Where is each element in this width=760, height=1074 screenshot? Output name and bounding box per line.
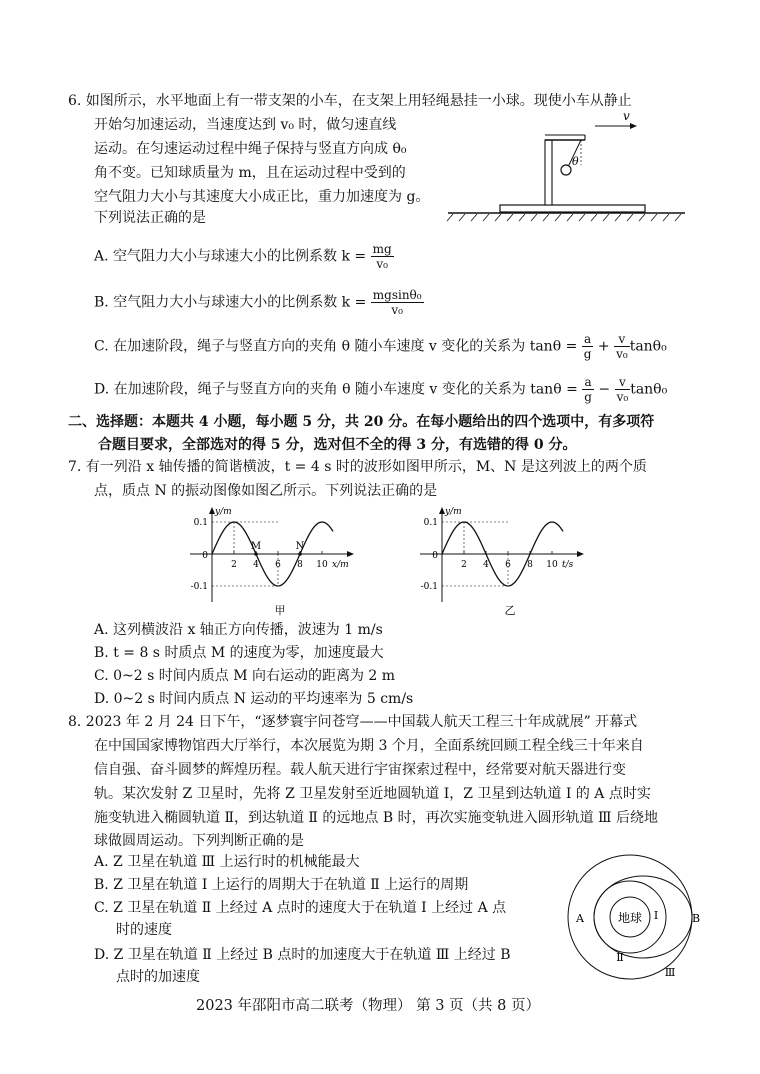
- q7-option-a: A. 这列横波沿 x 轴正方向传播，波速为 1 m/s: [94, 622, 383, 638]
- q8-option-c-line-1: C. Z 卫星在轨道 Ⅱ 上经过 A 点时的速度大于在轨道 Ⅰ 上经过 A 点: [94, 900, 507, 916]
- q6-line-1: 6. 如图所示，水平地面上有一带支架的小车，在支架上用轻绳悬挂一小球。现使小车从静止: [68, 93, 632, 109]
- jia-x-axis-arrow: [347, 551, 354, 557]
- point-a-label: A: [576, 912, 584, 925]
- q8-line-4: 轨。某次发射 Z 卫星时，先将 Z 卫星发射至近地圆轨道 Ⅰ，Z 卫星到达轨道 Ⅰ 的 A 点时实: [94, 786, 651, 802]
- q7-line-2: 点，质点 N 的振动图像如图乙所示。下列说法正确的是: [94, 483, 438, 499]
- yi-x-tick-label: 2: [461, 560, 467, 570]
- yi-x-tick-label: 10: [546, 560, 558, 570]
- frac-num: v: [615, 375, 631, 390]
- q8-option-c-line-2: 时的速度: [116, 922, 172, 938]
- q6-option-d-text: D. 在加速阶段，绳子与竖直方向的夹角 θ 随小车速度 v 变化的关系为 tanθ =: [94, 381, 578, 398]
- orbit-iii-label: Ⅲ: [664, 966, 676, 979]
- jia-y-tick-label: 0: [202, 551, 208, 561]
- jia-x-tick-label: 2: [231, 560, 237, 570]
- frac-den: v₀: [616, 390, 629, 404]
- q6-option-b: [94, 288, 424, 317]
- q8-option-d-line-1: D. Z 卫星在轨道 Ⅱ 上经过 B 点时的加速度大于在轨道 Ⅲ 上经过 B: [94, 947, 511, 963]
- q6-option-a: [94, 242, 394, 271]
- section-2-heading-line-1: 二、选择题：本题共 4 小题，每小题 5 分，共 20 分。在每小题给出的四个选项中，有多项符: [68, 414, 655, 430]
- q6-line-6: 下列说法正确的是: [94, 210, 206, 226]
- q8-line-5: 施变轨进入椭圆轨道 Ⅱ，到达轨道 Ⅱ 的远地点 B 时，再次实施变轨进入圆形轨道 Ⅲ 后绕地: [94, 810, 658, 826]
- q7-option-d: D. 0~2 s 时间内质点 N 运动的平均速率为 5 cm/s: [94, 691, 414, 707]
- wave-chart-jia: [190, 502, 380, 617]
- page-footer: 2023 年邵阳市高二联考（物理） 第 3 页（共 8 页）: [196, 998, 541, 1014]
- q6-option-c-text: C. 在加速阶段，绳子与竖直方向的夹角 θ 随小车速度 v 变化的关系为 tanθ =: [94, 338, 578, 355]
- q8-option-d-line-2: 点时的加速度: [116, 969, 200, 985]
- frac-num: a: [582, 332, 594, 347]
- jia-y-tick-label: 0.1: [193, 518, 208, 528]
- q6-cart-figure: [445, 110, 690, 225]
- q6-option-a-fraction: [371, 242, 394, 271]
- tail: tanθ₀: [630, 381, 668, 398]
- q8-option-a: A. Z 卫星在轨道 Ⅲ 上运行时的机械能最大: [94, 854, 360, 870]
- jia-point-label-N: N: [295, 541, 305, 552]
- q8-line-1: 8. 2023 年 2 月 24 日下午，“逐梦寰宇问苍穹——中国载人航天工程三十年成就展” 开幕式: [68, 714, 638, 730]
- orbit-ii-label: Ⅱ: [616, 951, 624, 964]
- jia-y-tick-label: -0.1: [190, 582, 208, 592]
- q8-line-3: 信自强、奋斗圆梦的辉煌历程。载人航天进行宇宙探索过程中，经常要对航天器进行变: [94, 762, 626, 778]
- frac-den: g: [583, 347, 592, 361]
- operator: −: [598, 381, 611, 398]
- jia-x-tick-label: 4: [253, 560, 259, 570]
- section-2-heading-line-2: 合题目要求，全部选对的得 5 分，选对但不全的得 3 分，有选错的得 0 分。: [98, 437, 577, 453]
- q6-option-b-fraction: [371, 288, 424, 317]
- q6-theta-label: θ: [572, 155, 579, 168]
- frac-num: mgsinθ₀: [372, 288, 422, 302]
- operator: +: [597, 338, 610, 355]
- frac-den: v₀: [376, 257, 388, 271]
- q6-line-2: 开始匀加速运动，当速度达到 v₀ 时，做匀速直线: [94, 117, 397, 133]
- q7-line-1: 7. 有一列沿 x 轴传播的简谐横波，t = 4 s 时的波形如图甲所示，M、N 是这列波上的两个质: [68, 459, 647, 475]
- jia-x-tick-label: 8: [297, 560, 303, 570]
- q7-option-b: B. t = 8 s 时质点 M 的速度为零，加速度最大: [94, 645, 384, 661]
- frac-num: mg: [372, 242, 392, 256]
- yi-y-tick-label: -0.1: [420, 582, 438, 592]
- q8-option-b: B. Z 卫星在轨道 Ⅰ 上运行的周期大于在轨道 Ⅱ 上运行的周期: [94, 877, 469, 893]
- jia-y-label: y/m: [215, 507, 232, 517]
- q6-option-a-text: A. 空气阻力大小与球速大小的比例系数 k =: [94, 248, 367, 265]
- jia-x-label: x/m: [332, 560, 349, 570]
- q6-line-4: 角不变。已知球质量为 m，且在运动过程中受到的: [94, 165, 406, 181]
- earth-label: 地球: [617, 911, 643, 925]
- frac-den: v₀: [391, 303, 403, 317]
- q6-option-c: [94, 332, 667, 361]
- jia-point-M: [254, 552, 258, 556]
- jia-caption: 甲: [274, 604, 286, 617]
- yi-y-tick-label: 0.1: [423, 518, 438, 528]
- q7-option-c: C. 0~2 s 时间内质点 M 向右运动的距离为 2 m: [94, 668, 396, 684]
- tail: tanθ₀: [629, 338, 667, 355]
- q8-line-2: 在中国国家博物馆西大厅举行，本次展览为期 3 个月，全面系统回顾工程全线三十年来自: [94, 738, 644, 754]
- yi-x-axis-arrow: [577, 551, 584, 557]
- yi-x-tick-label: 6: [505, 560, 511, 570]
- jia-point-N: [298, 552, 302, 556]
- yi-caption: 乙: [504, 604, 516, 617]
- yi-x-tick-label: 4: [483, 560, 489, 570]
- frac: [614, 332, 630, 361]
- jia-point-label-M: M: [250, 541, 262, 552]
- vibration-chart-yi: [420, 502, 610, 617]
- q6-line-5: 空气阻力大小与其速度大小成正比，重力加速度为 g。: [94, 189, 430, 205]
- frac: [615, 375, 631, 404]
- jia-x-tick-label: 10: [316, 560, 328, 570]
- frac-num: a: [582, 375, 594, 390]
- q6-velocity-label: v: [623, 110, 630, 123]
- q6-line-3: 运动。在匀速运动过程中绳子保持与竖直方向成 θ₀: [94, 141, 407, 157]
- q8-orbit-figure: [550, 850, 700, 985]
- point-b-label: B: [691, 912, 700, 925]
- frac: [582, 375, 594, 404]
- yi-y-label: y/m: [445, 507, 462, 517]
- frac: [582, 332, 594, 361]
- q6-option-b-text: B. 空气阻力大小与球速大小的比例系数 k =: [94, 294, 367, 311]
- orbit-i-label: Ⅰ: [653, 909, 659, 922]
- frac-den: g: [584, 390, 592, 404]
- q8-line-6: 球做圆周运动。下列判断正确的是: [94, 833, 304, 849]
- yi-x-tick-label: 8: [527, 560, 533, 570]
- frac-num: v: [614, 332, 630, 347]
- jia-x-tick-label: 6: [275, 560, 281, 570]
- frac-den: v₀: [616, 347, 628, 361]
- yi-y-tick-label: 0: [432, 551, 438, 561]
- q6-option-d: [94, 375, 667, 404]
- yi-x-label: t/s: [562, 560, 574, 570]
